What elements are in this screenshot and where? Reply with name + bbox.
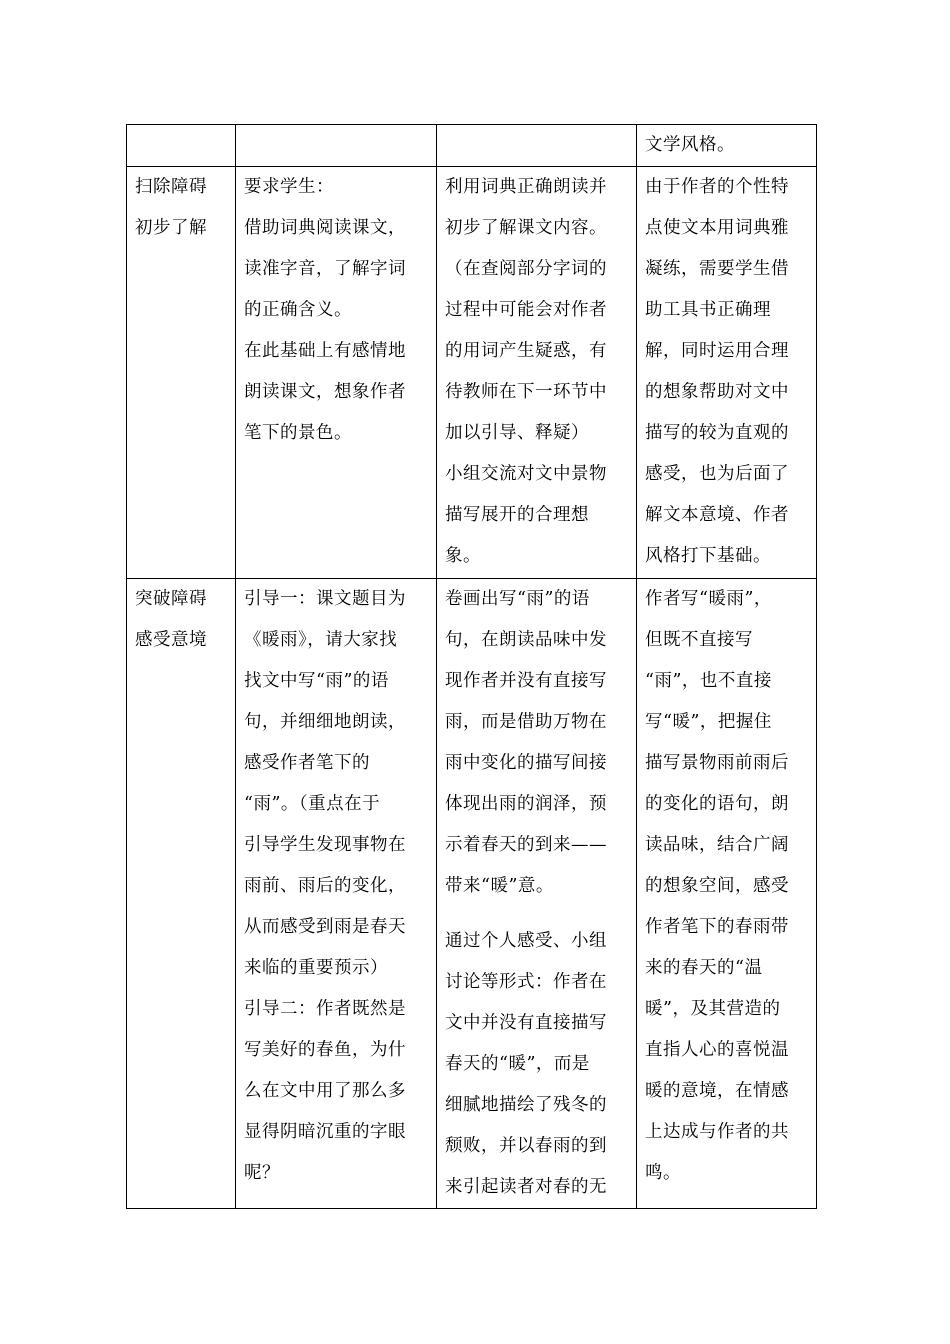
table-cell-intent [637,579,817,1209]
table-row [127,167,817,579]
student-activity-text: 利用词典正确朗读并 初步了解课文内容。 （在查阅部分字词的 过程中可能会对作者 的用词产生疑惑，有 待教师在下一环节中 加以引导、释疑） 小组交流对文中景物 描写展开的合理想 象。 [445,177,607,566]
table-row [127,579,817,1209]
table-cell-teacher [236,125,437,167]
design-intent-text: 作者写“暖雨”， 但既不直接写 “雨”，也不直接 写“暖”，把握住 描写景物雨前雨后 的变化的语句，朗 读品味，结合广阔 的想象空间，感受 作者笔下的春雨带 来的春天的“温 暖”，及其营造的 直指人心的喜悦温 暖的意境，在情感 上达成与作者的共 鸣。 [645,589,789,1183]
intent-text-continued: 文学风格。 [645,135,735,155]
table-cell-stage [127,167,236,579]
table-cell-student [437,579,637,1209]
design-intent-text: 由于作者的个性特 点使文本用词典雅 凝练，需要学生借 助工具书正确理 解，同时运用合理 的想象帮助对文中 描写的较为直观的 感受，也为后面了 解文本意境、作者 风格打下基础。 [645,177,789,566]
table-cell-teacher [236,167,437,579]
table-cell-intent [637,125,817,167]
table-row [127,125,817,167]
teacher-activity-text: 引导一：课文题目为 《暖雨》，请大家找 找文中写“雨”的语 句，并细细地朗读， 感受作者笔下的 “雨”。（重点在于 引导学生发现事物在 雨前、雨后的变化， 从而感受到雨是春天 来临的重要预示） 引导二：作者既然是 写美好的春鱼，为什 么在文中用了那么多 显得阴暗沉重的字眼 呢？ [244,589,406,1183]
student-activity-text-part1: 卷画出写“雨”的语 句，在朗读品味中发 现作者并没有直接写 雨，而是借助万物在 雨中变化的描写间接 体现出雨的润泽，预 示着春天的到来—— 带来“暖”意。 [445,589,607,896]
table-cell-student [437,125,637,167]
lesson-plan-table [126,124,817,1209]
table-cell-stage [127,579,236,1209]
teacher-activity-text: 要求学生： 借助词典阅读课文， 读准字音，了解字词 的正确含义。 在此基础上有感情地 朗读课文，想象作者 笔下的景色。 [244,177,406,443]
student-activity-text-part2: 通过个人感受、小组 讨论等形式：作者在 文中并没有直接描写 春天的“暖”，而是 细腻地描绘了残冬的 颓败，并以春雨的到 来引起读者对春的无 [445,931,607,1197]
paragraph-gap [445,907,628,921]
table-cell-stage [127,125,236,167]
stage-label: 扫除障碍 初步了解 [135,177,207,238]
table-cell-intent [637,167,817,579]
table-cell-student [437,167,637,579]
stage-label: 突破障碍 感受意境 [135,589,207,650]
table-cell-teacher [236,579,437,1209]
